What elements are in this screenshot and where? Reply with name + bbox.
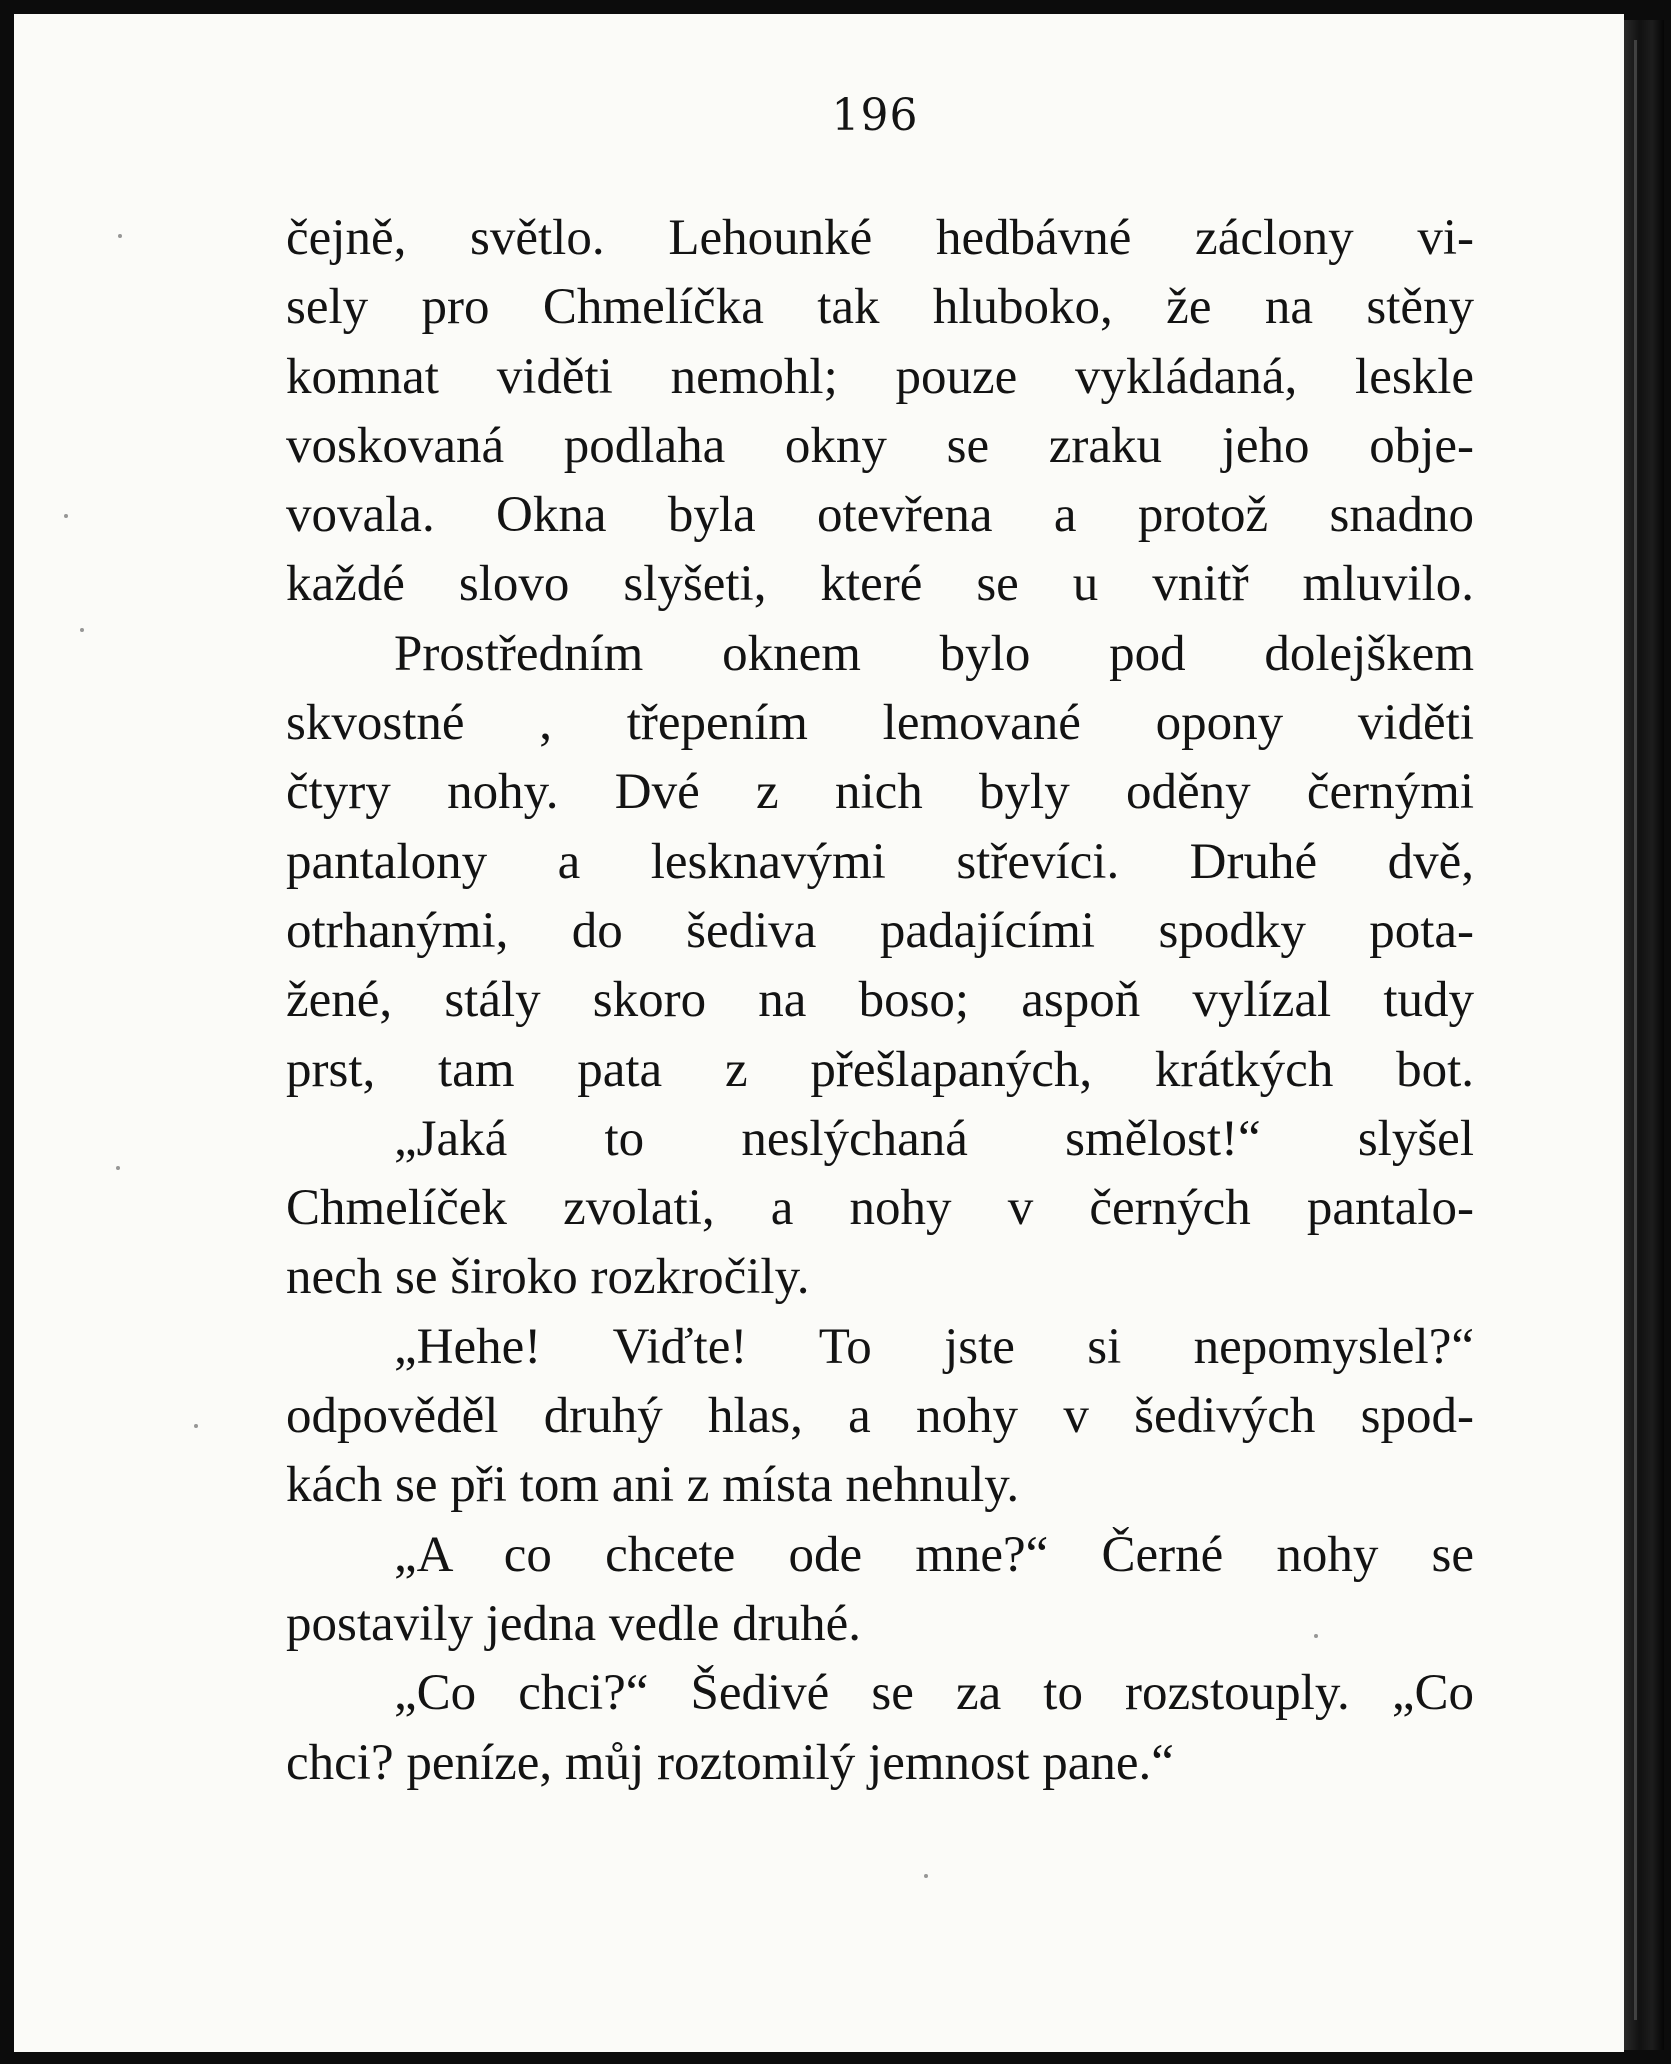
text-line: chci? peníze, můj roztomilý jemnost pane.“: [286, 1734, 1174, 1791]
text-line: skvostné , třepením lemované opony viděti: [286, 695, 1474, 752]
paper-speck: [1314, 1634, 1318, 1638]
book-edge: [1624, 20, 1664, 2050]
body-text: [286, 204, 1474, 1798]
text-line: „Jaká to neslýchaná smělost!“ slyšel: [394, 1110, 1474, 1167]
text-line: Prostředním oknem bylo pod dolejškem: [394, 625, 1474, 682]
text-line: voskovaná podlaha okny se zraku jeho obje-: [286, 417, 1474, 474]
text-line: žené, stály skoro na boso; aspoň vylízal tudy: [286, 972, 1474, 1029]
text-line: vovala. Okna byla otevřena a protož snadno: [286, 487, 1474, 544]
book-edge-highlight: [1634, 40, 1637, 2020]
text-line: sely pro Chmelíčka tak hluboko, že na stěny: [286, 279, 1474, 336]
paper-speck: [194, 1424, 198, 1428]
text-line: Chmelíček zvolati, a nohy v černých pantalo-: [286, 1180, 1474, 1237]
text-line: postavily jedna vedle druhé.: [286, 1595, 861, 1652]
paper-speck: [80, 628, 84, 632]
text-line: čejně, světlo. Lehounké hedbávné záclony vi-: [286, 210, 1474, 266]
text-line: každé slovo slyšeti, které se u vnitř mluvilo.: [286, 556, 1474, 613]
book-page: [14, 14, 1624, 2052]
paper-speck: [924, 1874, 928, 1878]
page-number: 196: [831, 90, 919, 141]
text-line: nech se široko rozkročily.: [286, 1249, 810, 1306]
paper-speck: [64, 514, 68, 518]
text-line: prst, tam pata z přešlapaných, krátkých bot.: [286, 1041, 1474, 1098]
text-line: kách se při tom ani z místa nehnuly.: [286, 1457, 1020, 1514]
text-line: „Hehe! Viďte! To jste si nepomyslel?“: [394, 1318, 1474, 1375]
text-line: odpověděl druhý hlas, a nohy v šedivých spod-: [286, 1388, 1474, 1445]
text-line: „A co chcete ode mne?“ Černé nohy se: [394, 1526, 1474, 1583]
text-line: otrhanými, do šediva padajícími spodky pota-: [286, 902, 1474, 959]
text-line: „Co chci?“ Šedivé se za to rozstouply. „Co: [394, 1665, 1474, 1722]
text-line: komnat viděti nemohl; pouze vykládaná, leskle: [286, 348, 1474, 405]
paper-speck: [116, 1166, 120, 1170]
paper-speck: [118, 234, 122, 238]
text-line: pantalony a lesknavými střevíci. Druhé dvě,: [286, 833, 1474, 890]
text-line: čtyry nohy. Dvé z nich byly oděny černými: [286, 764, 1474, 821]
